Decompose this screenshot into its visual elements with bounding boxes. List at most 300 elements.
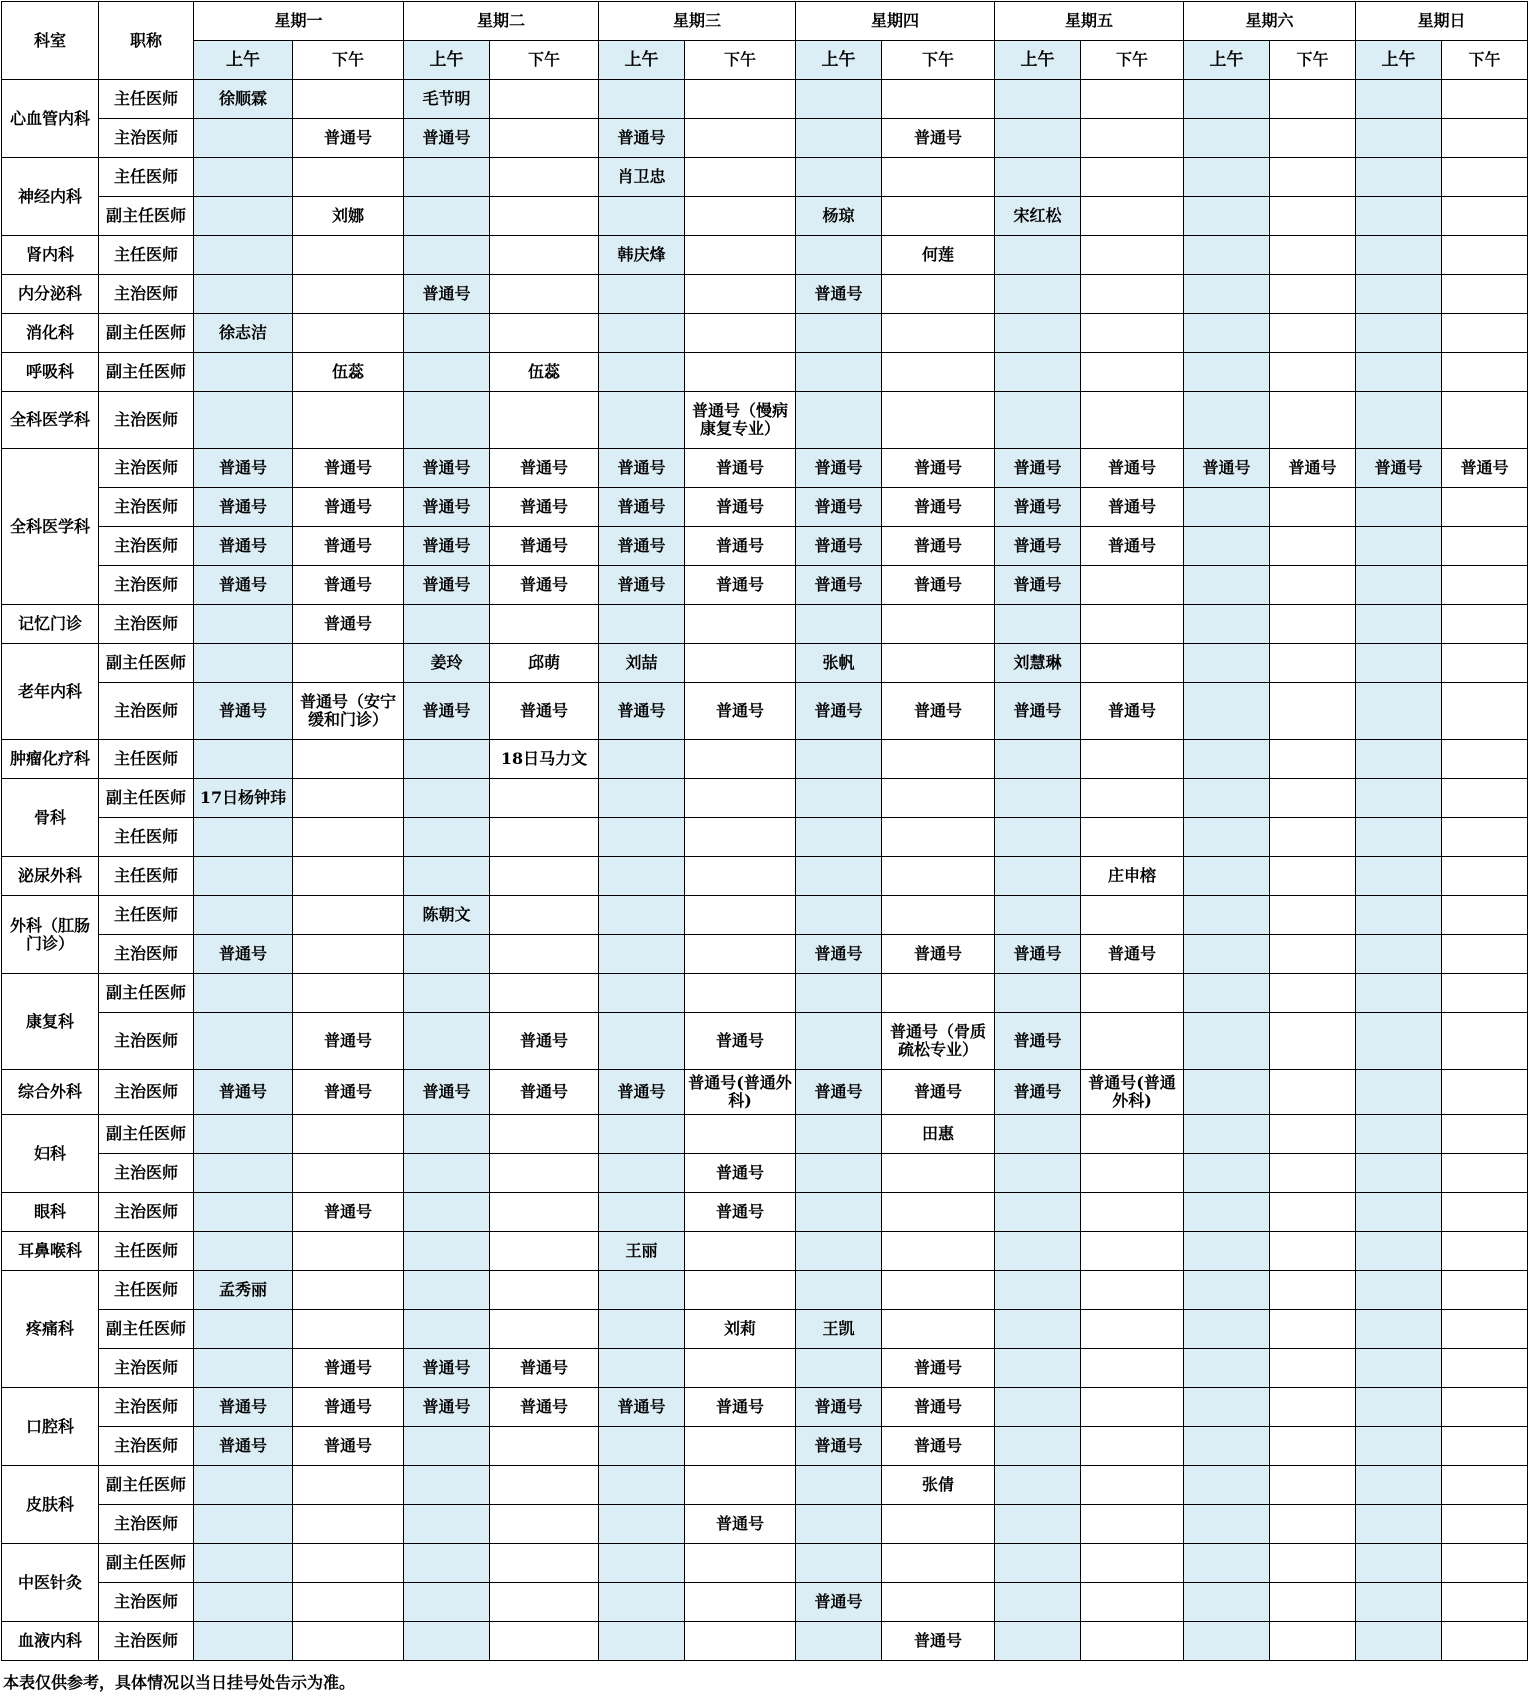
schedule-cell bbox=[293, 392, 404, 449]
schedule-cell bbox=[1356, 197, 1442, 236]
schedule-cell bbox=[1270, 1310, 1356, 1349]
schedule-cell: 普通号 bbox=[882, 488, 995, 527]
schedule-cell bbox=[404, 1583, 490, 1622]
schedule-cell bbox=[599, 1310, 685, 1349]
dept-cell: 心血管内科 bbox=[2, 80, 99, 158]
schedule-cell bbox=[1356, 1427, 1442, 1466]
schedule-cell bbox=[1184, 1622, 1270, 1661]
schedule-cell bbox=[882, 1505, 995, 1544]
schedule-cell: 普通号 bbox=[490, 449, 599, 488]
schedule-cell: 普通号 bbox=[882, 1388, 995, 1427]
schedule-cell bbox=[293, 1622, 404, 1661]
schedule-cell bbox=[1081, 80, 1184, 119]
schedule-cell bbox=[995, 1193, 1081, 1232]
dept-cell: 骨科 bbox=[2, 779, 99, 857]
schedule-cell bbox=[1184, 488, 1270, 527]
am-header: 上午 bbox=[404, 41, 490, 80]
schedule-cell bbox=[293, 1544, 404, 1583]
schedule-cell: 普通号 bbox=[796, 1427, 882, 1466]
schedule-cell bbox=[599, 1349, 685, 1388]
schedule-cell bbox=[490, 1115, 599, 1154]
schedule-cell: 普通号 bbox=[404, 488, 490, 527]
schedule-cell bbox=[1270, 1466, 1356, 1505]
schedule-cell bbox=[1270, 1232, 1356, 1271]
schedule-cell: 普通号 bbox=[490, 488, 599, 527]
disclaimer-note: 本表仅供参考，具体情况以当日挂号处告示为准。 bbox=[3, 1673, 356, 1692]
schedule-row bbox=[2, 1013, 1528, 1070]
dept-cell: 内分泌科 bbox=[2, 275, 99, 314]
schedule-cell bbox=[882, 275, 995, 314]
schedule-cell bbox=[1356, 1388, 1442, 1427]
schedule-cell bbox=[1442, 488, 1528, 527]
schedule-row bbox=[2, 1505, 1528, 1544]
schedule-cell bbox=[1356, 488, 1442, 527]
schedule-cell bbox=[490, 275, 599, 314]
schedule-cell bbox=[882, 80, 995, 119]
schedule-row bbox=[2, 1388, 1528, 1427]
schedule-cell bbox=[1184, 779, 1270, 818]
schedule-cell: 普通号 bbox=[293, 1349, 404, 1388]
schedule-cell bbox=[404, 857, 490, 896]
schedule-cell bbox=[404, 1505, 490, 1544]
schedule-cell bbox=[1081, 353, 1184, 392]
schedule-cell: 普通号 bbox=[490, 527, 599, 566]
title-cell: 副主任医师 bbox=[99, 197, 194, 236]
schedule-cell bbox=[995, 1232, 1081, 1271]
schedule-cell bbox=[490, 605, 599, 644]
title-cell: 主任医师 bbox=[99, 158, 194, 197]
schedule-cell bbox=[1270, 857, 1356, 896]
schedule-cell bbox=[1356, 1013, 1442, 1070]
schedule-cell: 普通号 bbox=[796, 935, 882, 974]
schedule-cell bbox=[490, 314, 599, 353]
schedule-cell bbox=[194, 275, 293, 314]
schedule-cell bbox=[685, 197, 796, 236]
schedule-cell: 普通号 bbox=[599, 488, 685, 527]
schedule-cell bbox=[1442, 818, 1528, 857]
schedule-cell bbox=[1184, 1232, 1270, 1271]
title-cell: 主任医师 bbox=[99, 80, 194, 119]
schedule-cell bbox=[1442, 1466, 1528, 1505]
schedule-row bbox=[2, 1466, 1528, 1505]
schedule-cell bbox=[1270, 236, 1356, 275]
schedule-cell bbox=[685, 314, 796, 353]
schedule-row bbox=[2, 1544, 1528, 1583]
schedule-cell: 普通号 bbox=[685, 1193, 796, 1232]
schedule-cell bbox=[293, 1583, 404, 1622]
schedule-cell bbox=[490, 1271, 599, 1310]
schedule-cell bbox=[1081, 1232, 1184, 1271]
schedule-cell: 普通号 bbox=[599, 449, 685, 488]
schedule-row bbox=[2, 1154, 1528, 1193]
schedule-cell bbox=[194, 1310, 293, 1349]
schedule-cell bbox=[404, 236, 490, 275]
schedule-cell bbox=[1184, 119, 1270, 158]
schedule-cell bbox=[685, 353, 796, 392]
schedule-cell bbox=[1442, 314, 1528, 353]
schedule-cell bbox=[599, 392, 685, 449]
schedule-cell bbox=[1270, 1115, 1356, 1154]
schedule-cell bbox=[1442, 935, 1528, 974]
schedule-cell bbox=[1356, 1193, 1442, 1232]
schedule-cell bbox=[995, 1544, 1081, 1583]
schedule-cell bbox=[685, 119, 796, 158]
header-row-days bbox=[2, 2, 1528, 41]
title-cell: 主治医师 bbox=[99, 527, 194, 566]
schedule-cell bbox=[293, 740, 404, 779]
schedule-cell bbox=[194, 857, 293, 896]
schedule-row bbox=[2, 605, 1528, 644]
schedule-cell bbox=[1184, 275, 1270, 314]
dept-cell: 皮肤科 bbox=[2, 1466, 99, 1544]
schedule-cell bbox=[796, 1505, 882, 1544]
schedule-cell bbox=[882, 1232, 995, 1271]
schedule-cell bbox=[194, 896, 293, 935]
schedule-cell: 普通号 bbox=[599, 683, 685, 740]
schedule-cell: 刘慧琳 bbox=[995, 644, 1081, 683]
schedule-cell bbox=[1270, 1154, 1356, 1193]
schedule-cell: 普通号 bbox=[293, 1427, 404, 1466]
schedule-cell bbox=[1356, 779, 1442, 818]
schedule-cell bbox=[1081, 1505, 1184, 1544]
schedule-cell bbox=[1356, 740, 1442, 779]
schedule-cell bbox=[490, 1505, 599, 1544]
schedule-cell bbox=[599, 1505, 685, 1544]
schedule-row bbox=[2, 740, 1528, 779]
schedule-cell bbox=[490, 1544, 599, 1583]
schedule-cell: 普通号 bbox=[194, 1427, 293, 1466]
schedule-row bbox=[2, 119, 1528, 158]
schedule-cell bbox=[1081, 1622, 1184, 1661]
schedule-cell bbox=[194, 197, 293, 236]
schedule-cell bbox=[194, 1505, 293, 1544]
dept-cell: 呼吸科 bbox=[2, 353, 99, 392]
schedule-cell bbox=[599, 1115, 685, 1154]
schedule-row bbox=[2, 1271, 1528, 1310]
schedule-cell bbox=[1184, 1583, 1270, 1622]
schedule-cell bbox=[882, 1271, 995, 1310]
schedule-cell bbox=[1356, 1544, 1442, 1583]
schedule-cell bbox=[796, 818, 882, 857]
schedule-cell bbox=[1442, 527, 1528, 566]
schedule-cell bbox=[685, 974, 796, 1013]
schedule-cell bbox=[796, 158, 882, 197]
schedule-cell bbox=[685, 605, 796, 644]
schedule-cell bbox=[1081, 896, 1184, 935]
schedule-row bbox=[2, 197, 1528, 236]
schedule-row bbox=[2, 683, 1528, 740]
schedule-cell bbox=[796, 605, 882, 644]
schedule-cell bbox=[194, 353, 293, 392]
schedule-cell bbox=[1184, 236, 1270, 275]
schedule-cell bbox=[685, 1583, 796, 1622]
schedule-cell bbox=[1184, 605, 1270, 644]
schedule-cell: 普通号 bbox=[194, 527, 293, 566]
schedule-cell bbox=[995, 1154, 1081, 1193]
schedule-cell: 普通号 bbox=[882, 1622, 995, 1661]
schedule-cell bbox=[404, 935, 490, 974]
schedule-cell: 刘娜 bbox=[293, 197, 404, 236]
title-cell: 副主任医师 bbox=[99, 974, 194, 1013]
schedule-cell bbox=[1356, 857, 1442, 896]
schedule-cell bbox=[194, 1193, 293, 1232]
schedule-cell bbox=[194, 1583, 293, 1622]
title-cell: 主任医师 bbox=[99, 1232, 194, 1271]
schedule-cell bbox=[1184, 197, 1270, 236]
pm-header: 下午 bbox=[293, 41, 404, 80]
title-cell: 主治医师 bbox=[99, 1193, 194, 1232]
schedule-cell bbox=[1442, 605, 1528, 644]
schedule-cell bbox=[1184, 935, 1270, 974]
schedule-cell bbox=[1442, 683, 1528, 740]
schedule-cell bbox=[490, 818, 599, 857]
schedule-cell bbox=[490, 119, 599, 158]
dept-cell: 神经内科 bbox=[2, 158, 99, 236]
schedule-cell: 普通号 bbox=[404, 1349, 490, 1388]
schedule-cell: 普通号 bbox=[490, 1013, 599, 1070]
title-cell: 主治医师 bbox=[99, 1349, 194, 1388]
schedule-cell bbox=[1081, 275, 1184, 314]
am-header: 上午 bbox=[194, 41, 293, 80]
schedule-row bbox=[2, 974, 1528, 1013]
schedule-cell bbox=[995, 740, 1081, 779]
dept-cell: 消化科 bbox=[2, 314, 99, 353]
schedule-cell: 普通号 bbox=[995, 527, 1081, 566]
schedule-cell bbox=[1184, 818, 1270, 857]
schedule-cell bbox=[1356, 566, 1442, 605]
title-cell: 主治医师 bbox=[99, 1505, 194, 1544]
schedule-cell bbox=[293, 857, 404, 896]
schedule-cell bbox=[404, 392, 490, 449]
schedule-cell: 普通号 bbox=[194, 1388, 293, 1427]
schedule-cell bbox=[882, 779, 995, 818]
schedule-cell bbox=[599, 80, 685, 119]
schedule-cell bbox=[404, 1622, 490, 1661]
pm-header: 下午 bbox=[1081, 41, 1184, 80]
schedule-cell: 普通号 bbox=[404, 1070, 490, 1115]
schedule-cell bbox=[194, 1232, 293, 1271]
schedule-cell: 普通号 bbox=[404, 566, 490, 605]
schedule-row bbox=[2, 80, 1528, 119]
schedule-cell bbox=[1356, 974, 1442, 1013]
schedule-cell: 普通号 bbox=[599, 1388, 685, 1427]
schedule-cell: 普通号 bbox=[685, 488, 796, 527]
title-cell: 主治医师 bbox=[99, 1070, 194, 1115]
schedule-cell bbox=[1184, 644, 1270, 683]
schedule-cell bbox=[1442, 80, 1528, 119]
schedule-cell: 普通号 bbox=[404, 449, 490, 488]
schedule-cell bbox=[1184, 740, 1270, 779]
schedule-cell bbox=[490, 974, 599, 1013]
schedule-cell: 普通号 bbox=[995, 1013, 1081, 1070]
day-header: 星期三 bbox=[599, 2, 796, 41]
schedule-cell bbox=[1442, 779, 1528, 818]
schedule-cell bbox=[293, 1232, 404, 1271]
schedule-cell bbox=[1184, 1505, 1270, 1544]
schedule-cell bbox=[1184, 1115, 1270, 1154]
schedule-cell: 普通号 bbox=[599, 566, 685, 605]
schedule-cell bbox=[882, 740, 995, 779]
schedule-cell bbox=[1081, 740, 1184, 779]
schedule-cell: 普通号 bbox=[796, 449, 882, 488]
schedule-cell bbox=[1270, 818, 1356, 857]
schedule-row bbox=[2, 275, 1528, 314]
schedule-cell: 普通号 bbox=[685, 1013, 796, 1070]
schedule-cell bbox=[1270, 119, 1356, 158]
schedule-cell bbox=[404, 1466, 490, 1505]
schedule-cell bbox=[995, 392, 1081, 449]
schedule-row bbox=[2, 1070, 1528, 1115]
schedule-cell bbox=[1270, 1427, 1356, 1466]
schedule-cell bbox=[490, 779, 599, 818]
schedule-cell: 毛节明 bbox=[404, 80, 490, 119]
schedule-cell: 普通号 bbox=[194, 449, 293, 488]
schedule-cell bbox=[599, 353, 685, 392]
schedule-cell: 普通号 bbox=[796, 566, 882, 605]
schedule-cell bbox=[599, 935, 685, 974]
schedule-cell bbox=[995, 236, 1081, 275]
schedule-cell bbox=[685, 1349, 796, 1388]
schedule-cell bbox=[194, 605, 293, 644]
schedule-cell bbox=[490, 236, 599, 275]
pm-header: 下午 bbox=[1270, 41, 1356, 80]
schedule-cell bbox=[1184, 158, 1270, 197]
schedule-cell bbox=[1081, 197, 1184, 236]
schedule-row bbox=[2, 449, 1528, 488]
schedule-cell: 普通号 bbox=[490, 1070, 599, 1115]
schedule-cell bbox=[796, 1115, 882, 1154]
schedule-cell bbox=[685, 158, 796, 197]
schedule-cell bbox=[293, 935, 404, 974]
schedule-cell bbox=[404, 1544, 490, 1583]
schedule-cell bbox=[194, 1154, 293, 1193]
schedule-cell bbox=[599, 605, 685, 644]
schedule-cell bbox=[404, 818, 490, 857]
schedule-cell bbox=[882, 197, 995, 236]
schedule-cell: 普通号 bbox=[882, 1349, 995, 1388]
dept-cell: 外科（肛肠门诊） bbox=[2, 896, 99, 974]
title-cell: 主治医师 bbox=[99, 488, 194, 527]
schedule-cell bbox=[194, 1013, 293, 1070]
schedule-cell bbox=[1356, 1349, 1442, 1388]
schedule-cell: 普通号 bbox=[796, 1070, 882, 1115]
schedule-cell bbox=[1442, 740, 1528, 779]
schedule-cell: 普通号 bbox=[293, 1388, 404, 1427]
title-cell: 主任医师 bbox=[99, 818, 194, 857]
schedule-cell: 张倩 bbox=[882, 1466, 995, 1505]
schedule-cell bbox=[1270, 1070, 1356, 1115]
schedule-cell bbox=[599, 857, 685, 896]
schedule-cell bbox=[194, 974, 293, 1013]
schedule-cell bbox=[796, 236, 882, 275]
title-cell: 副主任医师 bbox=[99, 353, 194, 392]
schedule-cell bbox=[796, 1466, 882, 1505]
schedule-cell bbox=[1081, 1193, 1184, 1232]
schedule-cell bbox=[1081, 119, 1184, 158]
dept-cell: 疼痛科 bbox=[2, 1271, 99, 1388]
schedule-cell: 普通号 bbox=[796, 1388, 882, 1427]
am-header: 上午 bbox=[1356, 41, 1442, 80]
schedule-cell bbox=[1356, 1115, 1442, 1154]
schedule-cell bbox=[1270, 392, 1356, 449]
schedule-cell: 肖卫忠 bbox=[599, 158, 685, 197]
schedule-cell bbox=[1184, 1013, 1270, 1070]
schedule-cell bbox=[599, 1154, 685, 1193]
schedule-cell bbox=[685, 896, 796, 935]
am-header: 上午 bbox=[995, 41, 1081, 80]
schedule-row bbox=[2, 857, 1528, 896]
schedule-cell: 邱萌 bbox=[490, 644, 599, 683]
schedule-cell: 普通号 bbox=[882, 1070, 995, 1115]
dept-cell: 肿瘤化疗科 bbox=[2, 740, 99, 779]
schedule-cell: 普通号 bbox=[685, 683, 796, 740]
schedule-cell: 刘莉 bbox=[685, 1310, 796, 1349]
schedule-cell: 普通号 bbox=[490, 566, 599, 605]
schedule-cell bbox=[1270, 1583, 1356, 1622]
schedule-row bbox=[2, 1583, 1528, 1622]
schedule-cell bbox=[685, 1466, 796, 1505]
schedule-cell bbox=[599, 779, 685, 818]
schedule-cell bbox=[293, 779, 404, 818]
schedule-cell bbox=[1081, 818, 1184, 857]
schedule-cell bbox=[1356, 935, 1442, 974]
schedule-cell: 普通号 bbox=[293, 566, 404, 605]
schedule-cell bbox=[1442, 566, 1528, 605]
schedule-cell bbox=[1356, 80, 1442, 119]
schedule-cell bbox=[995, 857, 1081, 896]
schedule-cell: 普通号 bbox=[194, 488, 293, 527]
schedule-cell: 伍蕊 bbox=[490, 353, 599, 392]
schedule-cell bbox=[1184, 1271, 1270, 1310]
schedule-cell bbox=[685, 1232, 796, 1271]
schedule-cell bbox=[995, 1583, 1081, 1622]
schedule-cell bbox=[293, 80, 404, 119]
schedule-cell bbox=[995, 80, 1081, 119]
schedule-cell bbox=[1184, 1070, 1270, 1115]
schedule-cell bbox=[599, 197, 685, 236]
schedule-row bbox=[2, 935, 1528, 974]
schedule-cell bbox=[1442, 197, 1528, 236]
schedule-cell bbox=[490, 896, 599, 935]
schedule-cell bbox=[599, 896, 685, 935]
schedule-cell bbox=[293, 1271, 404, 1310]
schedule-cell bbox=[1356, 1505, 1442, 1544]
schedule-cell bbox=[1270, 1193, 1356, 1232]
schedule-cell bbox=[796, 392, 882, 449]
schedule-cell bbox=[490, 158, 599, 197]
schedule-row bbox=[2, 158, 1528, 197]
pm-header: 下午 bbox=[1442, 41, 1528, 80]
schedule-cell bbox=[293, 275, 404, 314]
schedule-cell bbox=[1442, 1427, 1528, 1466]
schedule-cell bbox=[599, 740, 685, 779]
schedule-cell: 普通号 bbox=[882, 449, 995, 488]
schedule-cell bbox=[995, 1427, 1081, 1466]
schedule-cell: 普通号 bbox=[1270, 449, 1356, 488]
title-cell: 副主任医师 bbox=[99, 1115, 194, 1154]
schedule-cell bbox=[599, 314, 685, 353]
schedule-cell bbox=[1081, 1013, 1184, 1070]
schedule-cell: 普通号 bbox=[194, 566, 293, 605]
schedule-cell: 普通号 bbox=[882, 119, 995, 158]
title-cell: 副主任医师 bbox=[99, 644, 194, 683]
schedule-cell: 普通号 bbox=[882, 1427, 995, 1466]
schedule-cell: 普通号（慢病康复专业） bbox=[685, 392, 796, 449]
schedule-cell bbox=[1442, 974, 1528, 1013]
schedule-cell bbox=[293, 818, 404, 857]
schedule-cell bbox=[194, 392, 293, 449]
schedule-cell bbox=[490, 1427, 599, 1466]
